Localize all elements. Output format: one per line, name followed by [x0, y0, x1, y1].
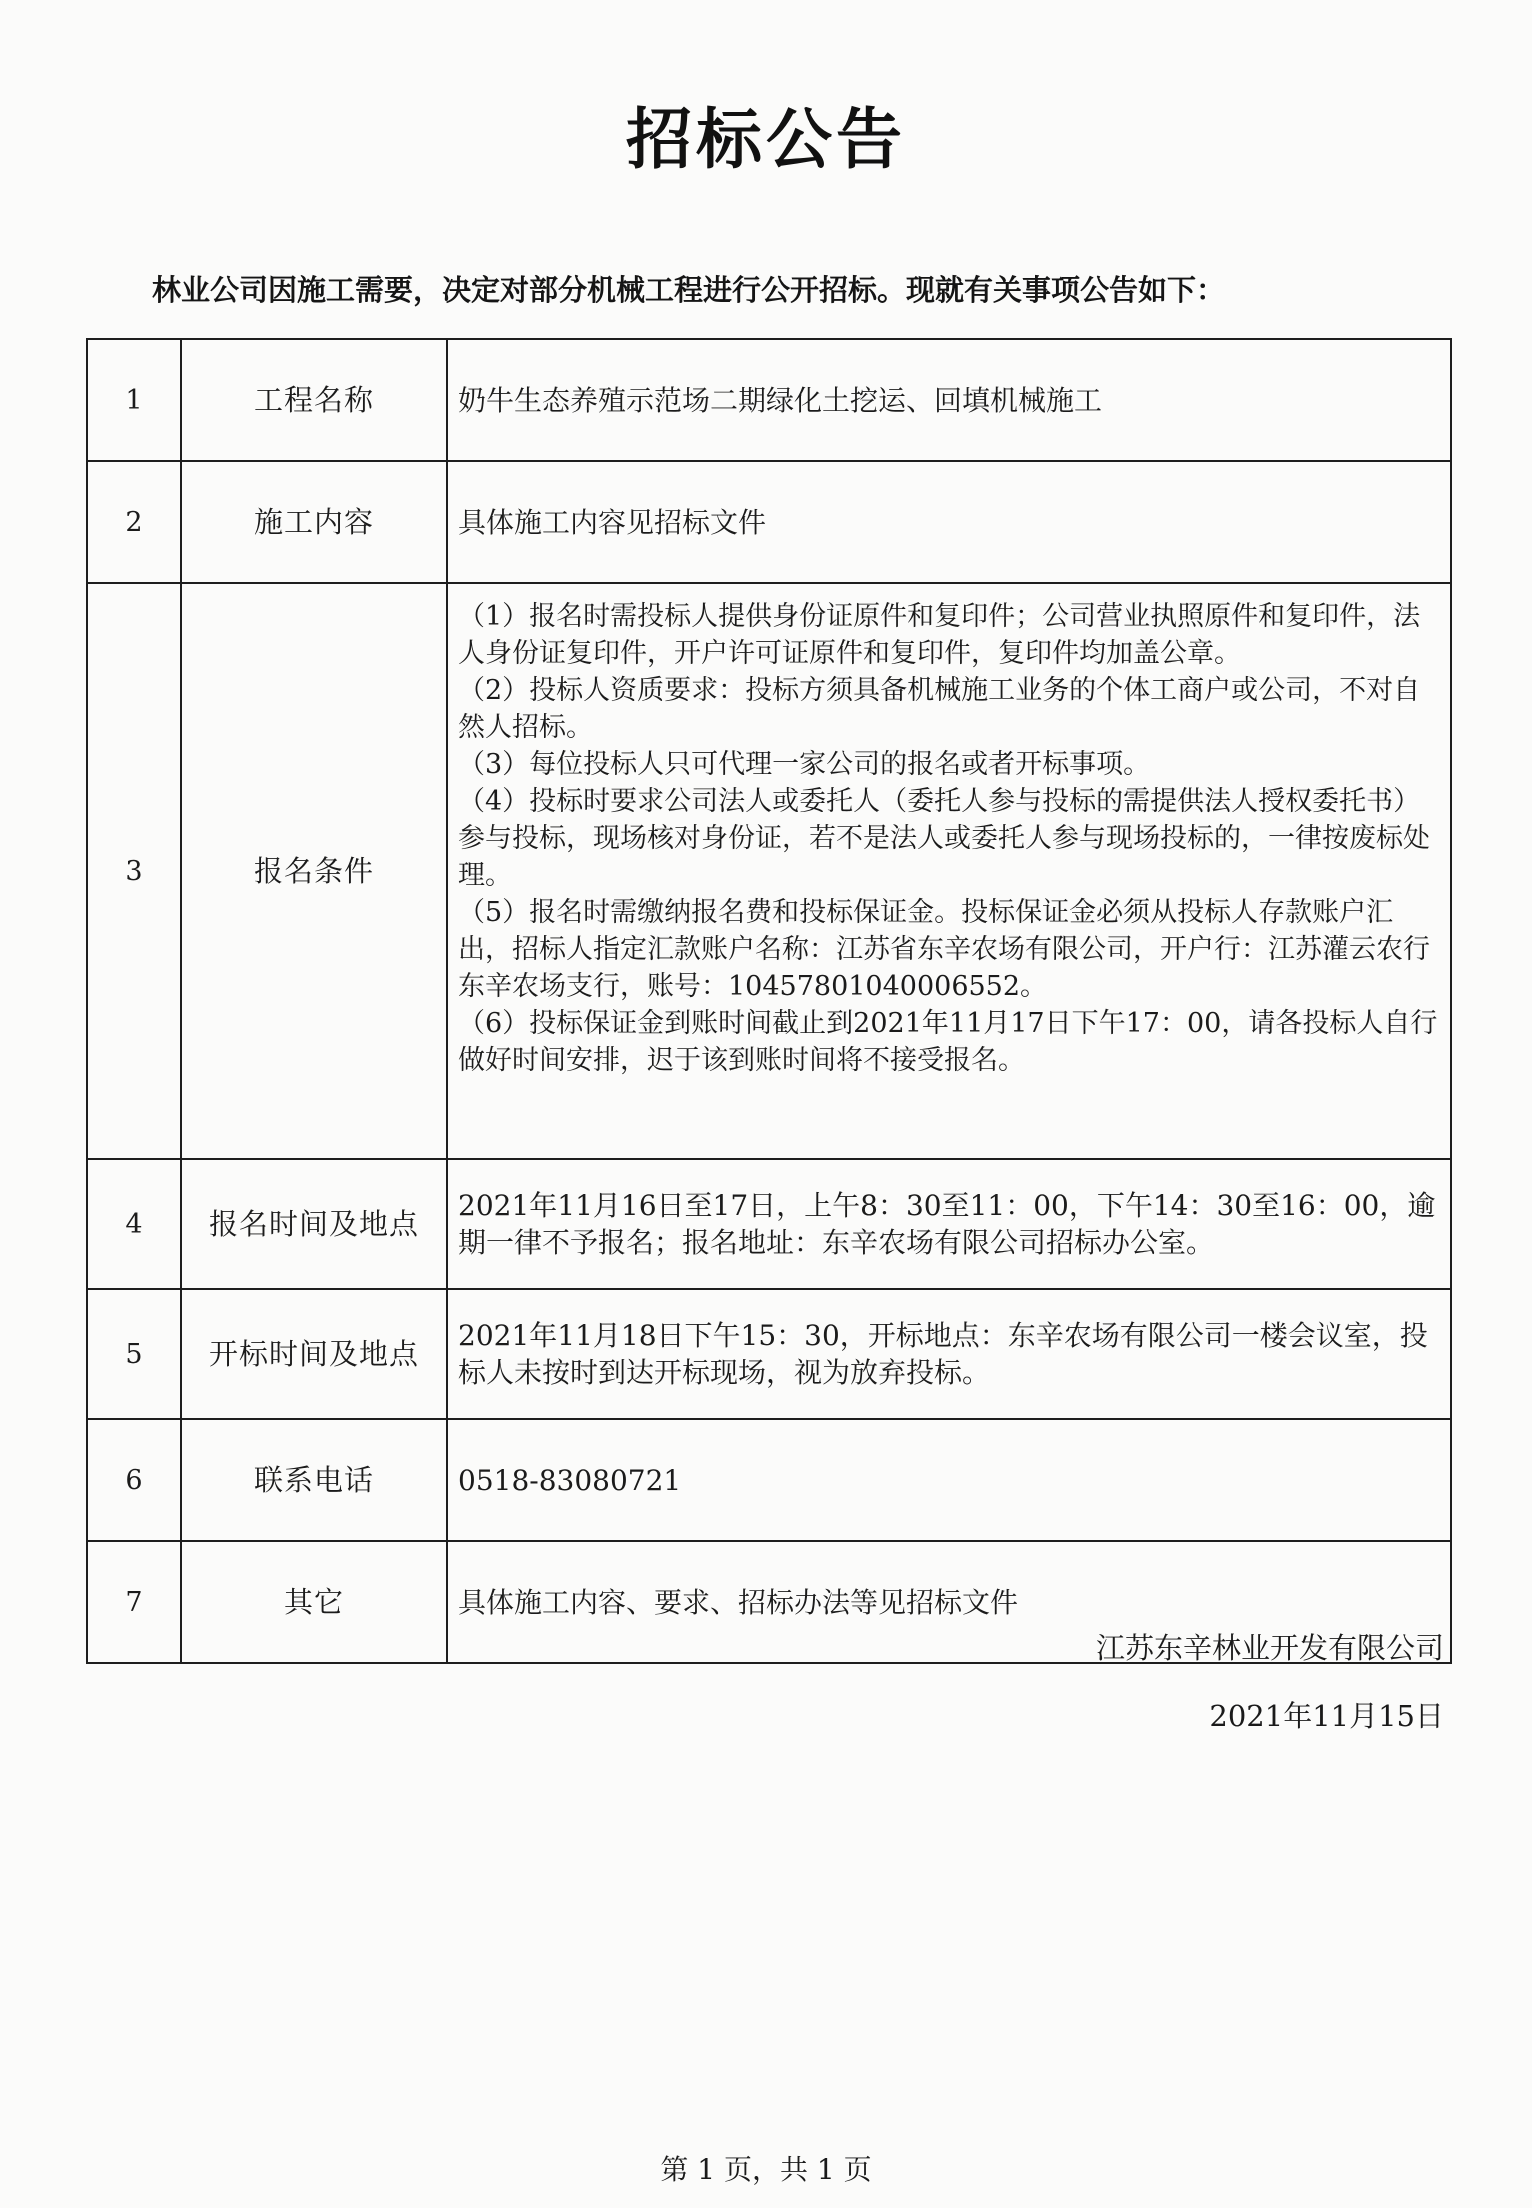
row-number: 7	[87, 1541, 181, 1663]
table-row	[87, 583, 1451, 1159]
issue-date: 2021年11月15日	[1209, 1699, 1444, 1733]
condition-item: （1）报名时需投标人提供身份证原件和复印件；公司营业执照原件和复印件，法人身份证复印件，开户许可证原件和复印件，复印件均加盖公章。	[458, 601, 1421, 669]
row-number: 1	[87, 339, 181, 461]
condition-item: （2）投标人资质要求：投标方须具备机械施工业务的个体工商户或公司，不对自然人招标。	[458, 675, 1421, 743]
page-footer: 第 1 页，共 1 页	[660, 2153, 872, 2186]
row-number: 2	[87, 461, 181, 583]
intro-paragraph: 林业公司因施工需要，决定对部分机械工程进行公开招标。现就有关事项公告如下：	[152, 273, 1226, 307]
table-row	[87, 1289, 1451, 1419]
row-label: 报名条件	[181, 583, 447, 1159]
row-content: 2021年11月16日至17日，上午8：30至11：00，下午14：30至16：00，逾期一律不予报名；报名地址：东辛农场有限公司招标办公室。	[447, 1159, 1451, 1289]
row-number: 5	[87, 1289, 181, 1419]
table-row	[87, 1159, 1451, 1289]
row-label: 工程名称	[181, 339, 447, 461]
row-label: 开标时间及地点	[181, 1289, 447, 1419]
table-row	[87, 461, 1451, 583]
row-content: 具体施工内容见招标文件	[447, 461, 1451, 583]
row-content: 奶牛生态养殖示范场二期绿化土挖运、回填机械施工	[447, 339, 1451, 461]
row-content: 具体施工内容、要求、招标办法等见招标文件	[447, 1541, 1451, 1663]
tender-table	[86, 338, 1452, 1664]
row-number: 6	[87, 1419, 181, 1541]
row-label: 施工内容	[181, 461, 447, 583]
row-content: 2021年11月18日下午15：30，开标地点：东辛农场有限公司一楼会议室，投标人未按时到达开标现场，视为放弃投标。	[447, 1289, 1451, 1419]
table-row	[87, 1419, 1451, 1541]
row-label: 其它	[181, 1541, 447, 1663]
condition-item: （5）报名时需缴纳报名费和投标保证金。投标保证金必须从投标人存款账户汇出，招标人指定汇款账户名称：江苏省东辛农场有限公司，开户行：江苏灌云农行东辛农场支行，账号：10457801040006552。	[458, 897, 1430, 1002]
row-content: 0518-83080721	[447, 1419, 1451, 1541]
row-label: 报名时间及地点	[181, 1159, 447, 1289]
row-label: 联系电话	[181, 1419, 447, 1541]
row-number: 4	[87, 1159, 181, 1289]
condition-item: （6）投标保证金到账时间截止到2021年11月17日下午17：00，请各投标人自行做好时间安排，迟于该到账时间将不接受报名。	[458, 1008, 1438, 1076]
issuer-signature: 江苏东辛林业开发有限公司	[1095, 1631, 1444, 1665]
page-title: 招标公告	[626, 101, 906, 178]
condition-item: （3）每位投标人只可代理一家公司的报名或者开标事项。	[458, 749, 1151, 780]
row-number: 3	[87, 583, 181, 1159]
condition-item: （4）投标时要求公司法人或委托人（委托人参与投标的需提供法人授权委托书）参与投标，现场核对身份证，若不是法人或委托人参与现场投标的，一律按废标处理。	[458, 786, 1430, 891]
table-row	[87, 339, 1451, 461]
tender-table-wrapper	[86, 338, 1450, 1664]
registration-conditions	[447, 583, 1451, 1159]
